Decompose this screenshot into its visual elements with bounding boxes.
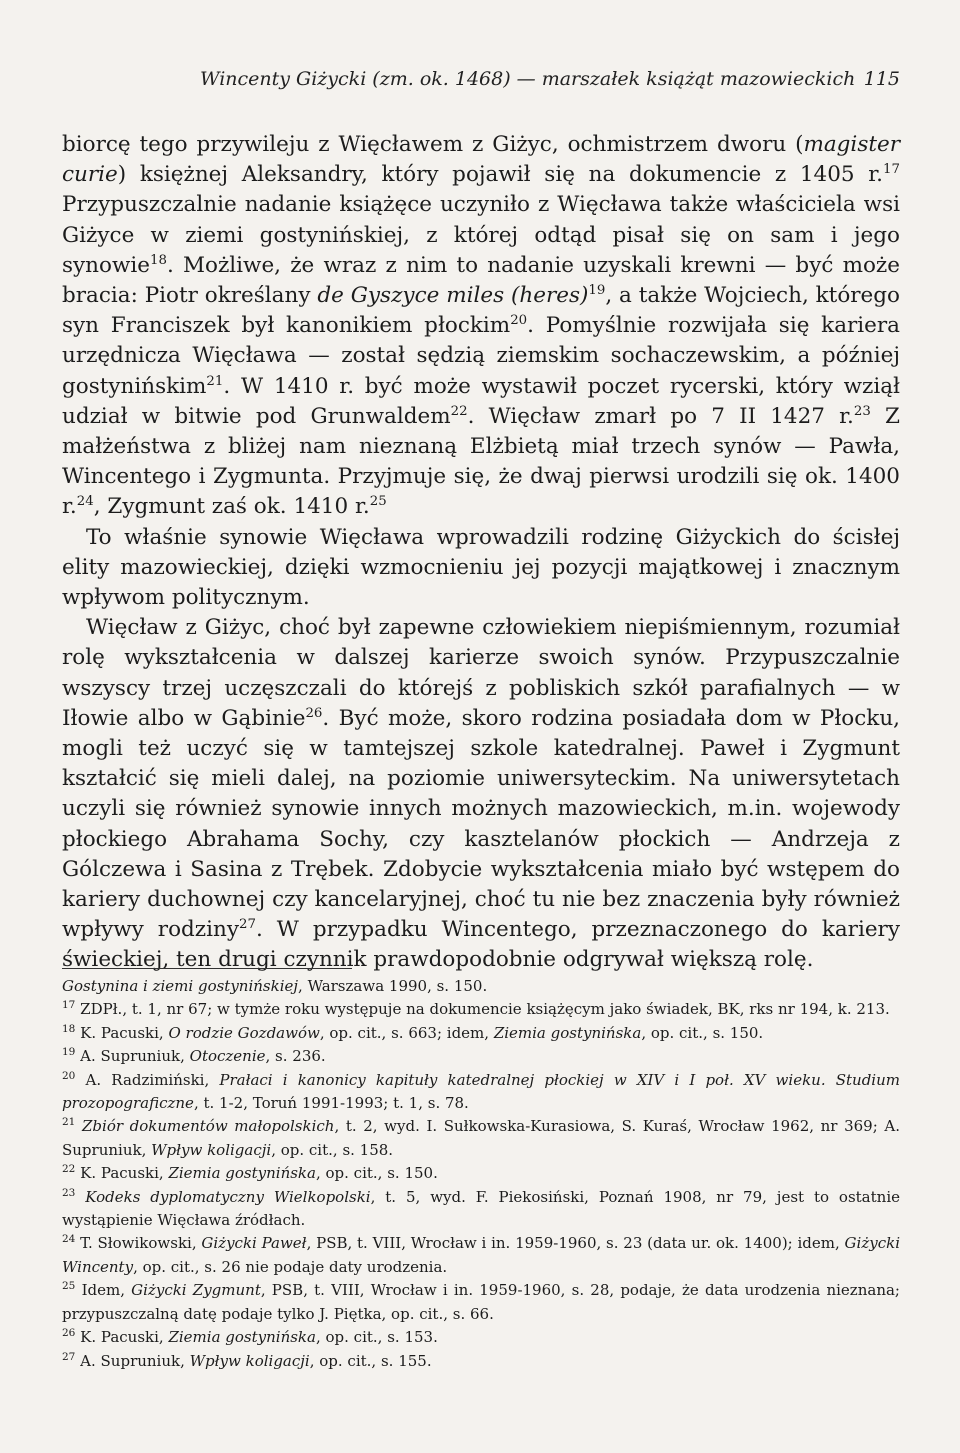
text-run: , op. cit., s. 155.: [309, 1351, 432, 1370]
text-run: A. Radzimiński,: [85, 1070, 220, 1089]
text-run: , Warszawa 1990, s. 150.: [298, 977, 488, 995]
text-run: . W przypadku Wincentego, przeznaczonego do kariery świeckiej, ten drugi czynnik prawdopodobnie odgrywał większą rolę.: [62, 917, 900, 973]
text-run: , t. 5, wyd. F. Piekosiński, Poznań 1908, nr 79, jest to ostatnie wystąpienie Więcława źródłach.: [62, 1187, 900, 1230]
footnote-ref: 25: [369, 494, 387, 510]
footnote-number: 23: [62, 1186, 76, 1199]
text-run: , Zygmunt zaś ok. 1410 r.: [93, 494, 370, 520]
footnote-ref: 24: [76, 494, 94, 510]
text-run: , PSB, t. VIII, Wrocław i in. 1959-1960, s. 28, podaje, że data urodzenia nieznana; przypuszczalną datę podaje tylko J. Piętka, op. cit., s. 66.: [62, 1281, 900, 1323]
italic-title: Giżycki Paweł: [201, 1234, 307, 1253]
text-run: , PSB, t. VIII, Wrocław i in. 1959-1960, s. 23 (data ur. ok. 1400); idem,: [306, 1234, 845, 1253]
footnotes: [62, 975, 900, 1373]
text-run: , s. 236.: [265, 1047, 326, 1066]
footnote-number: 26: [62, 1327, 76, 1340]
italic-title: Ziemia gostynińska: [493, 1023, 642, 1042]
text-run: , op. cit., s. 150.: [315, 1164, 438, 1183]
footnote-number: 19: [62, 1046, 76, 1059]
footnote-23: [62, 1186, 900, 1233]
footnote-20: [62, 1069, 900, 1116]
footnote-ref: 22: [450, 403, 468, 419]
footnote-number: 24: [62, 1233, 76, 1246]
text-run: . Być może, skoro rodzina posiadała dom w Płocku, mogli też uczyć się w tamtejszej szkole katedralnej. Paweł i Zygmunt kształcić się mieli dalej, na poziomie uniwersyteckim. Na uniwersytetach uczyli się również synowie innych możnych mazowieckich, m.in. wojewody płockiego Abrahama Sochy, czy kasztelanów płockich — Andrzeja z Gólczewa i Sasina z Trębek. Zdobycie wykształcenia miało być wstępem do kariery duchownej czy kancelaryjnej, choć tu nie bez znaczenia były również wpływy rodziny: [62, 705, 900, 943]
text-run: Przypuszczalnie nadanie książęce uczyniło z Więcława także właściciela wsi Giżyce w ziemi gostynińskiej, z której odtąd pisał się on sam i jego synowie: [62, 192, 900, 278]
footnote-ref: 18: [149, 252, 167, 268]
footnote-27: [62, 1350, 900, 1373]
paragraph-2: To właśnie synowie Więcława wprowadzili rodzinę Giżyckich do ścisłej elity mazowieckiej, dzięki wzmocnieniu jej pozycji majątkowej i znacznym wpływom politycznym.: [62, 524, 900, 611]
footnote-25: [62, 1279, 900, 1326]
footnote-number: 17: [62, 999, 76, 1012]
italic-title: Ziemia gostynińska: [168, 1164, 316, 1183]
footnote-19: [62, 1045, 900, 1068]
text-run: Więcław z Giżyc, choć był zapewne człowiekiem niepiśmiennym, rozumiał rolę wykształcenia w dalszej karierze swoich synów. Przypuszczalnie wszyscy trzej uczęszczali do którejś z pobliskich szkół parafialnych — w Iłowie albo w Gąbinie: [62, 615, 900, 731]
text-run: , op. cit., s. 26 nie podaje daty urodzenia.: [133, 1257, 448, 1276]
footnote-26: [62, 1326, 900, 1349]
footnote-22: [62, 1162, 900, 1185]
footnote-ref: 27: [239, 917, 256, 933]
footnote-number: 27: [62, 1350, 76, 1363]
italic-title: Gostynina i ziemi gostynińskiej: [62, 977, 299, 995]
text-run: . Możliwe, że wraz z nim to nadanie uzyskali krewni — być może bracia: Piotr określany: [62, 252, 900, 309]
text-run: . Więcław zmarł po 7 II 1427 r.: [467, 403, 854, 429]
running-title: Wincenty Giżycki (zm. ok. 1468) — marszałek książąt mazowieckich: [200, 68, 856, 90]
footnote-ref: 21: [206, 373, 224, 389]
footnote-ref: 26: [305, 705, 323, 721]
text-run: , t. 1-2, Toruń 1991-1993; t. 1, s. 78.: [193, 1094, 469, 1113]
text-run: , a także Wojciech, którego syn Franciszek był kanonikiem płockim: [62, 283, 900, 339]
text-run: T. Słowikowski,: [80, 1234, 202, 1253]
footnote-17: [62, 998, 900, 1021]
text-run: K. Pacuski,: [80, 1023, 169, 1042]
main-text: [62, 130, 900, 976]
italic-title: Kodeks dyplomatyczny Wielkopolski: [85, 1187, 371, 1206]
footnote-number: 22: [62, 1163, 76, 1176]
text-run: K. Pacuski,: [80, 1328, 169, 1347]
italic-title: Prałaci i kanonicy kapituły katedralnej płockiej w XIV i I poł. XV wieku. Studium prozopograficzne: [62, 1070, 900, 1113]
text-run: , op. cit., s. 663; idem,: [319, 1023, 494, 1042]
footnote-continuation: [62, 975, 900, 998]
text-run: A. Supruniuk,: [80, 1351, 190, 1370]
italic-title: Ziemia gostynińska: [168, 1328, 316, 1347]
footnote-number: 20: [62, 1069, 76, 1082]
text-run: , op. cit., s. 153.: [315, 1328, 438, 1347]
italic-phrase: de Gyszyce miles (heres): [317, 283, 589, 309]
text-run: , t. 2, wyd. I. Sułkowska-Kurasiowa, S. Kuraś, Wrocław 1962, nr 369; A. Supruniuk,: [62, 1117, 900, 1159]
footnote-18: [62, 1022, 900, 1045]
italic-title: Zbiór dokumentów małopolskich: [82, 1117, 335, 1136]
paragraph-3: [62, 613, 900, 975]
text-run: biorcę tego przywileju z Więcławem z Giżyc, ochmistrzem dworu (: [62, 132, 804, 157]
italic-title: Otoczenie: [189, 1047, 266, 1066]
italic-title: Wpływ koligacji: [151, 1140, 272, 1159]
italic-phrase: magister curie: [62, 132, 900, 188]
text-run: ZDPł., t. 1, nr 67; w tymże roku występuje na dokumencie książęcym jako świadek, BK, rks nr 194, k. 213.: [80, 1000, 890, 1019]
text-run: K. Pacuski,: [80, 1164, 169, 1183]
text-run: , op. cit., s. 150.: [641, 1023, 764, 1042]
italic-title: Giżycki Wincenty: [62, 1234, 900, 1276]
text-run: Idem,: [81, 1281, 132, 1300]
footnote-ref: 23: [853, 403, 871, 419]
text-run: A. Supruniuk,: [80, 1047, 190, 1066]
text-run: . Pomyślnie rozwijała się kariera urzędnicza Więcława — został sędzią ziemskim sochaczewskim, a później gostynińskim: [62, 313, 900, 399]
footnote-number: 25: [62, 1280, 76, 1293]
text-run: ) księżnej Aleksandry, który pojawił się na dokumencie z 1405 r.: [117, 162, 884, 188]
footnote-ref: 20: [510, 313, 528, 329]
paragraph-1: [62, 130, 900, 523]
italic-title: O rodzie Gozdawów: [168, 1023, 320, 1042]
footnote-divider: [62, 968, 352, 969]
footnote-number: 18: [62, 1022, 76, 1035]
footnote-24: [62, 1232, 900, 1279]
page-number: 115: [863, 68, 900, 90]
italic-title: Wpływ koligacji: [189, 1351, 310, 1370]
footnote-ref: 19: [588, 282, 606, 298]
text-run: , op. cit., s. 158.: [271, 1140, 394, 1159]
footnote-number: 21: [62, 1116, 76, 1129]
text-run: Z małżeństwa z bliżej nam nieznaną Elżbietą miał trzech synów — Pawła, Wincentego i Zygmunta. Przyjmuje się, że dwaj pierwsi urodzili się ok. 1400 r.: [62, 403, 900, 520]
footnote-21: [62, 1115, 900, 1162]
footnote-ref: 17: [883, 162, 900, 178]
italic-title: Giżycki Zygmunt: [131, 1281, 261, 1300]
text-run: . W 1410 r. być może wystawił poczet rycerski, który wziął udział w bitwie pod Grunwaldem: [62, 373, 900, 429]
